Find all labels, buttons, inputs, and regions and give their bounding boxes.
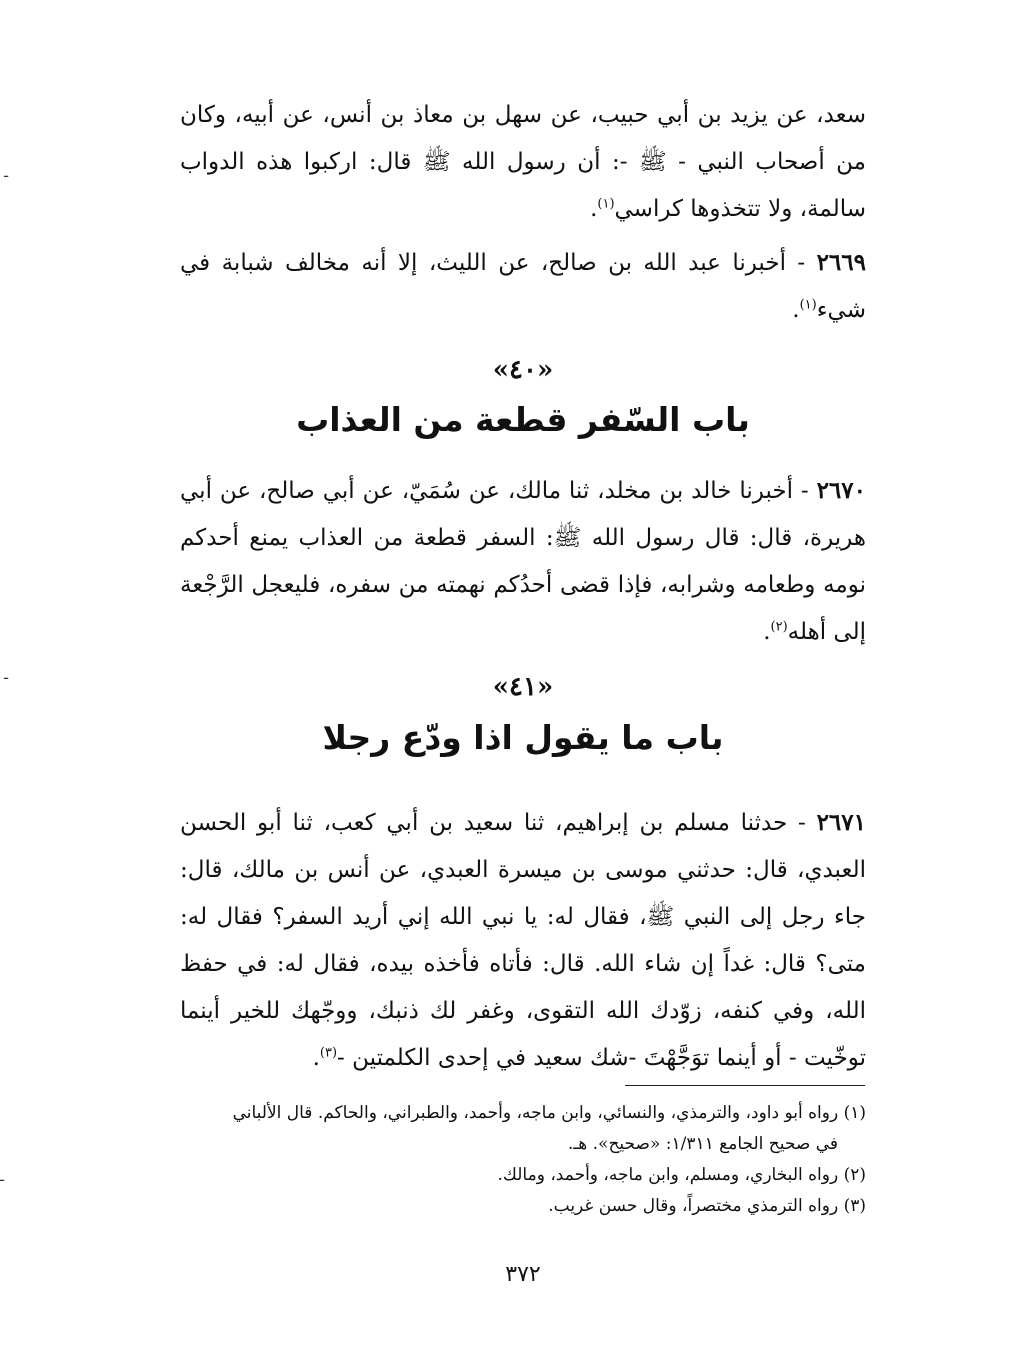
footnote-reference: (٢) bbox=[770, 619, 788, 635]
hadith-text: - حدثنا مسلم بن إبراهيم، ثنا سعيد بن أبي كعب، ثنا أبو الحسن العبدي، قال: حدثني موسى بن ميسرة العبدي، عن أنس بن مالك، قال: جاء رجل إلى النبي ﷺ، فقال له: يا نبي الله إني أريد السفر؟ فقال له: متى؟ قال: غداً إن شاء الله. قال: فأتاه فأخذه بيده، فقال له: في حفظ الله، وفي كنفه، زوّدك الله التقوى، وغفر لك ذنبك، ووجّهك للخير أينما توخّيت - أو أينما توَجَّهْتَ -شك سعيد في إحدى الكلمتين - bbox=[180, 810, 866, 1071]
footnote-item bbox=[180, 1191, 866, 1222]
hadith-2670 bbox=[180, 467, 866, 656]
scan-margin-mark: ـ bbox=[0, 1169, 5, 1185]
hadith-text: - أخبرنا خالد بن مخلد، ثنا مالك، عن سُمَيّ، عن أبي صالح، عن أبي هريرة، قال: قال رسول الله ﷺ: السفر قطعة من العذاب يمنع أحدكم نومه وطعامه وشرابه، فإذا قضى أحدُكم نهمته من سفره، فليعجل الرَّجْعة إلى أهله bbox=[180, 478, 866, 645]
chapter-title: باب السّفر قطعة من العذاب bbox=[296, 400, 750, 439]
hadith-2669 bbox=[180, 239, 866, 334]
footnote-reference: (١) bbox=[597, 196, 615, 212]
footnote-text: رواه أبو داود، والترمذي، والنسائي، وابن ماجه، وأحمد، والطبراني، والحاكم. قال الألباني bbox=[232, 1103, 839, 1123]
footnote-marker: (٢) bbox=[843, 1165, 866, 1185]
footnote-reference: (١) bbox=[799, 297, 817, 313]
footnote-continuation bbox=[180, 1129, 866, 1160]
footnote-text: رواه الترمذي مختصراً، وقال حسن غريب. bbox=[548, 1196, 839, 1216]
hadith-text-tail: . bbox=[792, 297, 800, 323]
scan-margin-mark: ـ bbox=[4, 165, 9, 181]
footnotes bbox=[180, 1098, 866, 1222]
scan-margin-mark: ـ bbox=[4, 667, 9, 683]
footnote-item bbox=[180, 1098, 866, 1129]
continued-text-tail: . bbox=[590, 196, 598, 222]
hadith-number: ٢٦٧١ bbox=[816, 809, 866, 836]
footnote-marker: (١) bbox=[843, 1103, 866, 1123]
footnote-marker: (٣) bbox=[843, 1196, 866, 1216]
footnote-text: رواه البخاري، ومسلم، وابن ماجه، وأحمد، ومالك. bbox=[497, 1165, 839, 1185]
chapter-number: «٤٠» bbox=[492, 355, 554, 385]
hadith-text-tail: . bbox=[312, 1045, 320, 1071]
continued-hadith-text bbox=[180, 92, 866, 233]
footnote-item bbox=[180, 1160, 866, 1191]
chapter-title: باب ما يقول اذا ودّع رجلا bbox=[322, 718, 724, 757]
hadith-number: ٢٦٦٩ bbox=[816, 249, 866, 276]
hadith-text-tail: . bbox=[763, 619, 771, 645]
chapter-number: «٤١» bbox=[492, 672, 554, 702]
footnote-divider bbox=[625, 1085, 865, 1086]
hadith-text: - أخبرنا عبد الله بن صالح، عن الليث، إلا أنه مخالف شبابة في شيء bbox=[180, 250, 866, 323]
page-number: ٣٧٢ bbox=[505, 1262, 541, 1287]
hadith-2671 bbox=[180, 799, 866, 1082]
continued-text: سعد، عن يزيد بن أبي حبيب، عن سهل بن معاذ بن أنس، عن أبيه، وكان من أصحاب النبي - ﷺ -: أن رسول الله ﷺ قال: اركبوا هذه الدواب سالمة، ولا تتخذوها كراسي bbox=[180, 102, 866, 222]
footnote-reference: (٣) bbox=[319, 1045, 338, 1061]
hadith-number: ٢٦٧٠ bbox=[816, 477, 866, 504]
footnote-text: في صحيح الجامع ١/٣١١: «صحيح». هـ. bbox=[567, 1134, 838, 1154]
